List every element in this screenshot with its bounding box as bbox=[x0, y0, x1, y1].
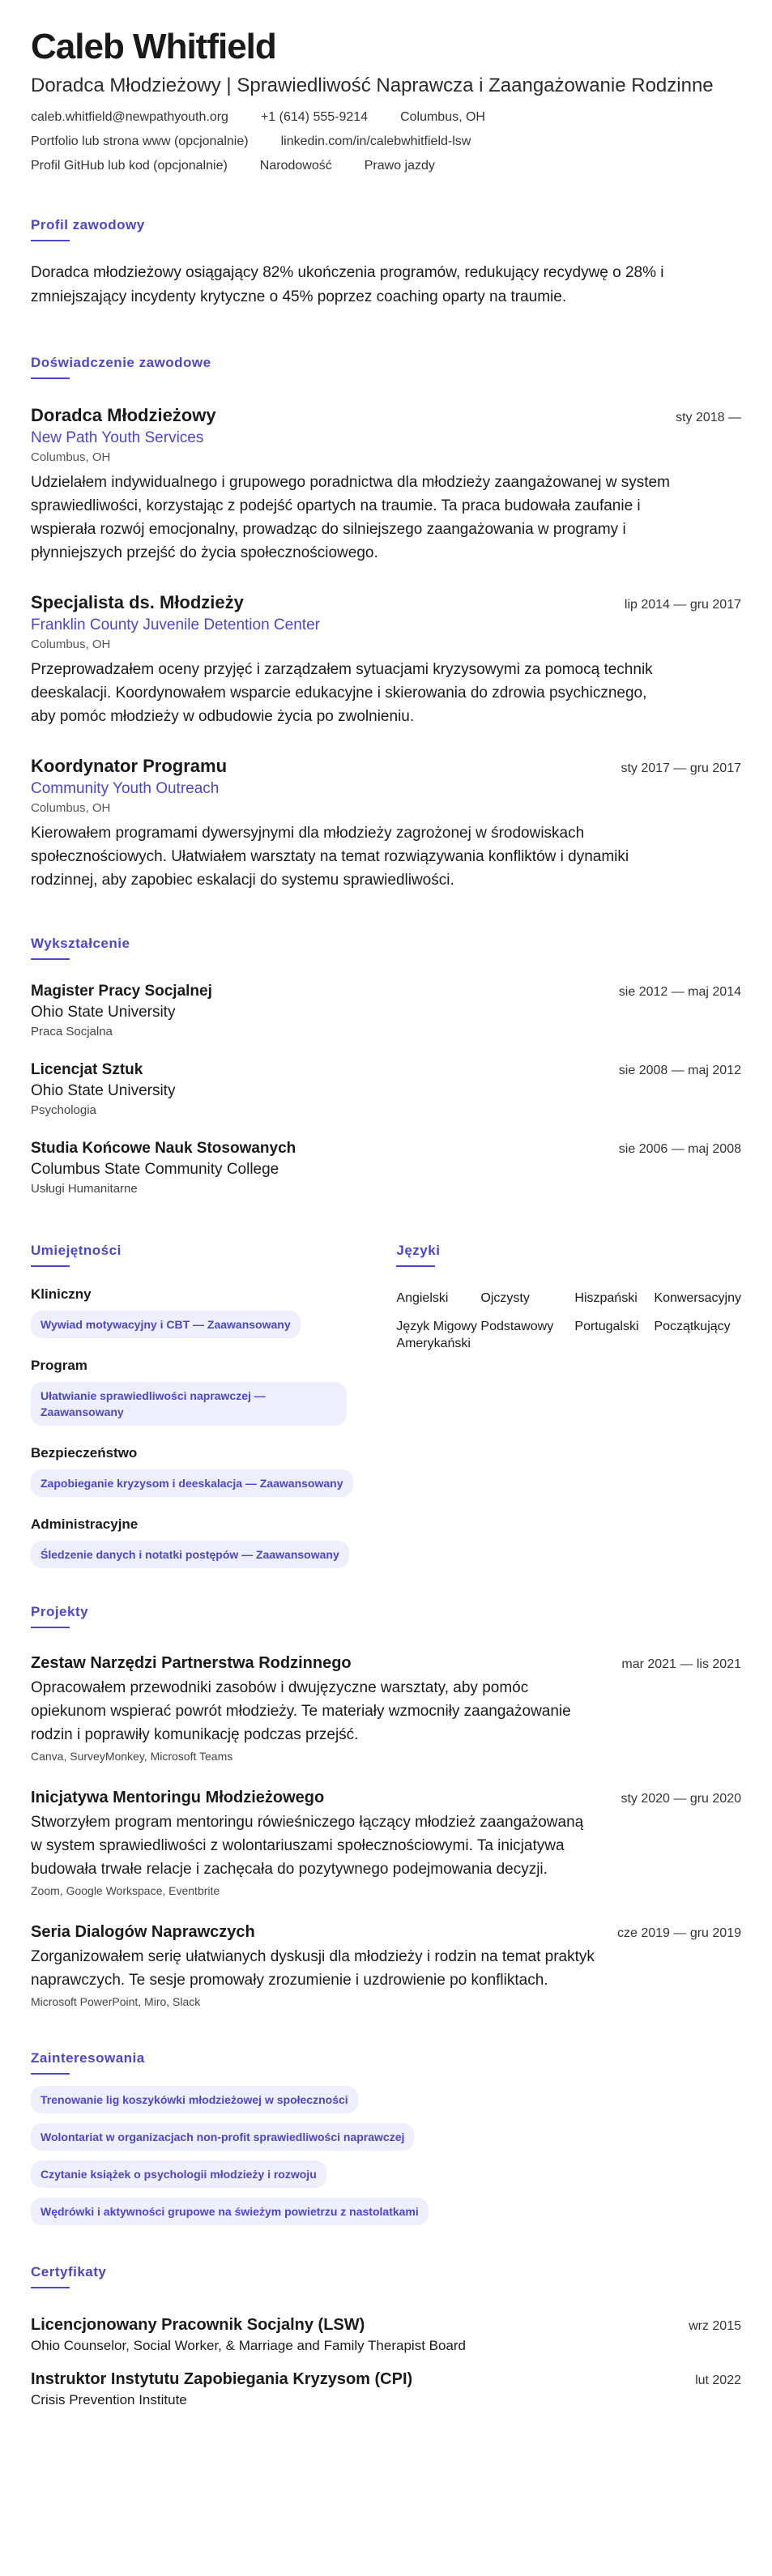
project-name: Seria Dialogów Naprawczych bbox=[31, 1923, 255, 1942]
job-dates: lip 2014 — gru 2017 bbox=[624, 598, 741, 612]
languages-grid bbox=[396, 1290, 741, 1363]
section-title: Wykształcenie bbox=[31, 936, 741, 960]
experience-section bbox=[31, 355, 741, 892]
language-name: Portugalski bbox=[574, 1320, 639, 1334]
summary-text: Doradca młodzieżowy osiągający 82% ukończenia programów, redukujący recydywę o 28% i zmniejszający incydenty krytyczne o 45% poprzez coaching oparty na traumie. bbox=[31, 264, 664, 306]
school-name: Columbus State Community College bbox=[31, 1161, 279, 1179]
project-item bbox=[31, 1789, 741, 1897]
resume-header bbox=[31, 28, 741, 173]
company-name: New Path Youth Services bbox=[31, 429, 204, 447]
job-location: Columbus, OH bbox=[31, 801, 111, 816]
linkedin-link[interactable]: linkedin.com/in/calebwhitfield-lsw bbox=[280, 134, 471, 149]
language-name: Angielski bbox=[396, 1291, 449, 1306]
project-dates: mar 2021 — lis 2021 bbox=[621, 1657, 741, 1672]
job-description: Przeprowadzałem oceny przyjęć i zarządzałem sytuacjami kryzysowymi za pomocą technik deeskalacji. Koordynowałem wsparcie edukacyjne i skierowania do zdrowia psychicznego, aby pomóc młodzieży w odbudowie życia po zwolnieniu. bbox=[31, 661, 653, 726]
portfolio-link[interactable]: Portfolio lub strona www (opcjonalnie) bbox=[31, 134, 249, 149]
company-name: Community Youth Outreach bbox=[31, 780, 220, 798]
language-name: Język Migowy Amerykański bbox=[396, 1320, 477, 1351]
section-title: Umiejętności bbox=[31, 1243, 396, 1267]
education-dates: sie 2012 — maj 2014 bbox=[618, 985, 741, 1000]
project-tools: Microsoft PowerPoint, Miro, Slack bbox=[31, 1995, 201, 2009]
education-dates: sie 2006 — maj 2008 bbox=[618, 1142, 741, 1157]
interests-list bbox=[31, 2086, 741, 2225]
certificate-date: lut 2022 bbox=[695, 2373, 741, 2388]
certificate-item bbox=[31, 2316, 741, 2354]
section-title: Profil zawodowy bbox=[31, 217, 741, 241]
job-location: Columbus, OH bbox=[31, 450, 111, 465]
certificate-issuer: Crisis Prevention Institute bbox=[31, 2392, 187, 2408]
section-title: Doświadczenie zawodowe bbox=[31, 355, 741, 379]
education-item bbox=[31, 1061, 741, 1117]
candidate-name: Caleb Whitfield bbox=[31, 27, 276, 66]
language-level: Konwersacyjny bbox=[654, 1291, 741, 1306]
company-name: Franklin County Juvenile Detention Center bbox=[31, 616, 320, 634]
project-name: Zestaw Narzędzi Partnerstwa Rodzinnego bbox=[31, 1654, 352, 1673]
degree: Magister Pracy Socjalnej bbox=[31, 983, 212, 1000]
skill-chip: Wywiad motywacyjny i CBT — Zaawansowany bbox=[31, 1311, 301, 1338]
skill-chip: Śledzenie danych i notatki postępów — Zaawansowany bbox=[31, 1541, 349, 1568]
education-section bbox=[31, 936, 741, 1196]
job-dates: sty 2018 — bbox=[676, 411, 741, 425]
certificate-name: Instruktor Instytutu Zapobiegania Kryzysom (CPI) bbox=[31, 2370, 413, 2389]
education-item bbox=[31, 1140, 741, 1196]
certificate-date: wrz 2015 bbox=[689, 2319, 741, 2334]
certificates-section bbox=[31, 2264, 741, 2408]
headline: Doradca Młodzieżowy | Sprawiedliwość Naprawcza i Zaangażowanie Rodzinne bbox=[31, 75, 714, 97]
skills-languages-row bbox=[31, 1243, 741, 1568]
field-of-study: Praca Socjalna bbox=[31, 1025, 113, 1039]
interests-section bbox=[31, 2050, 741, 2225]
interest-chip: Czytanie książek o psychologii młodzieży i rozwoju bbox=[31, 2160, 326, 2188]
project-tools: Zoom, Google Workspace, Eventbrite bbox=[31, 1884, 220, 1898]
project-tools: Canva, SurveyMonkey, Microsoft Teams bbox=[31, 1750, 233, 1764]
skill-chip: Zapobieganie kryzysom i deeskalacja — Zaawansowany bbox=[31, 1469, 353, 1497]
certificate-issuer: Ohio Counselor, Social Worker, & Marriage and Family Therapist Board bbox=[31, 2338, 467, 2354]
job-title: Specjalista ds. Młodzieży bbox=[31, 592, 244, 613]
skill-group-title: Bezpieczeństwo bbox=[31, 1445, 138, 1461]
skill-group bbox=[31, 1286, 396, 1338]
skill-group bbox=[31, 1358, 396, 1426]
github-link[interactable]: Profil GitHub lub kod (opcjonalnie) bbox=[31, 159, 228, 173]
phone-number[interactable]: +1 (614) 555-9214 bbox=[260, 110, 369, 125]
education-item bbox=[31, 983, 741, 1039]
section-title: Języki bbox=[396, 1243, 741, 1267]
skill-group-title: Administracyjne bbox=[31, 1516, 139, 1533]
nationality: Narodowość bbox=[259, 159, 332, 173]
contact-row bbox=[31, 110, 741, 125]
interest-chip: Trenowanie lig koszykówki młodzieżowej w społeczności bbox=[31, 2086, 358, 2113]
school-name: Ohio State University bbox=[31, 1082, 176, 1100]
location: Columbus, OH bbox=[400, 110, 485, 125]
contact-row bbox=[31, 134, 741, 149]
experience-item bbox=[31, 756, 741, 892]
project-item bbox=[31, 1654, 741, 1763]
skill-group bbox=[31, 1445, 396, 1497]
project-description: Opracowałem przewodniki zasobów i dwujęzyczne warsztaty, aby pomóc opiekunom wspierać powrót młodzieży. Te materiały wzmocniły zaangażowanie rodzin i poprawiły komunikację podczas przejść. bbox=[31, 1679, 571, 1744]
experience-item bbox=[31, 592, 741, 728]
section-title: Projekty bbox=[31, 1604, 741, 1628]
email-link[interactable]: caleb.whitfield@newpathyouth.org bbox=[31, 110, 228, 125]
language-name: Hiszpański bbox=[574, 1291, 638, 1306]
contact-row bbox=[31, 159, 741, 173]
project-description: Zorganizowałem serię ułatwianych dyskusji dla młodzieży i rodzin na temat praktyk naprawczych. Te sesje promowały zrozumienie i uzdrowienie po konfliktach. bbox=[31, 1948, 595, 1990]
job-title: Doradca Młodzieżowy bbox=[31, 405, 216, 426]
skill-group bbox=[31, 1516, 396, 1568]
summary-section bbox=[31, 217, 741, 309]
skill-group-title: Program bbox=[31, 1358, 87, 1374]
education-dates: sie 2008 — maj 2012 bbox=[618, 1064, 741, 1078]
job-description: Udzielałem indywidualnego i grupowego poradnictwa dla młodzieży zaangażowanej w system sprawiedliwości, korzystając z podejść opartych na traumie. Ta praca budowała zaufanie i wspierała rozwój emocjonalny, prowadząc do silniejszego zaangażowania w programy i płynniejszych przejść do życia społecznościowego. bbox=[31, 474, 670, 562]
project-dates: sty 2020 — gru 2020 bbox=[621, 1792, 741, 1806]
projects-section bbox=[31, 1604, 741, 2008]
job-dates: sty 2017 — gru 2017 bbox=[621, 761, 741, 776]
field-of-study: Psychologia bbox=[31, 1103, 96, 1118]
skill-chip: Ułatwianie sprawiedliwości naprawczej — Zaawansowany bbox=[31, 1382, 347, 1426]
languages-section bbox=[396, 1243, 741, 1568]
language-level: Początkujący bbox=[654, 1320, 731, 1334]
job-location: Columbus, OH bbox=[31, 638, 111, 652]
language-level: Podstawowy bbox=[480, 1320, 554, 1334]
project-dates: cze 2019 — gru 2019 bbox=[617, 1926, 741, 1941]
certificate-name: Licencjonowany Pracownik Socjalny (LSW) bbox=[31, 2316, 365, 2335]
project-description: Stworzyłem program mentoringu rówieśniczego łączący młodzież zaangażowaną w system sprawiedliwości z wolontariuszami społecznościowymi. Ta inicjatywa budowała trwałe relacje i zachęcała do pozytywnego podejmowania decyzji. bbox=[31, 1814, 584, 1879]
skills-section bbox=[31, 1243, 396, 1568]
degree: Studia Końcowe Nauk Stosowanych bbox=[31, 1140, 296, 1158]
certificate-item bbox=[31, 2370, 741, 2408]
interest-chip: Wolontariat w organizacjach non-profit sprawiedliwości naprawczej bbox=[31, 2123, 414, 2151]
section-title: Certyfikaty bbox=[31, 2264, 741, 2288]
interest-chip: Wędrówki i aktywności grupowe na świeżym powietrzu z nastolatkami bbox=[31, 2198, 429, 2225]
language-level: Ojczysty bbox=[480, 1291, 530, 1306]
skill-group-title: Kliniczny bbox=[31, 1286, 92, 1303]
experience-item bbox=[31, 405, 741, 565]
field-of-study: Usługi Humanitarne bbox=[31, 1182, 138, 1196]
degree: Licencjat Sztuk bbox=[31, 1061, 143, 1079]
job-title: Koordynator Programu bbox=[31, 756, 228, 777]
school-name: Ohio State University bbox=[31, 1004, 176, 1021]
job-description: Kierowałem programami dywersyjnymi dla młodzieży zagrożonej w środowiskach społecznościowych. Ułatwiałem warsztaty na temat rozwiązywania konfliktów i dynamiki rodzinnej, aby zapobiec eskalacji do systemu sprawiedliwości. bbox=[31, 825, 629, 889]
project-item bbox=[31, 1923, 741, 2008]
project-name: Inicjatywa Mentoringu Młodzieżowego bbox=[31, 1789, 325, 1807]
section-title: Zainteresowania bbox=[31, 2050, 741, 2075]
driving-license: Prawo jazdy bbox=[364, 159, 435, 173]
